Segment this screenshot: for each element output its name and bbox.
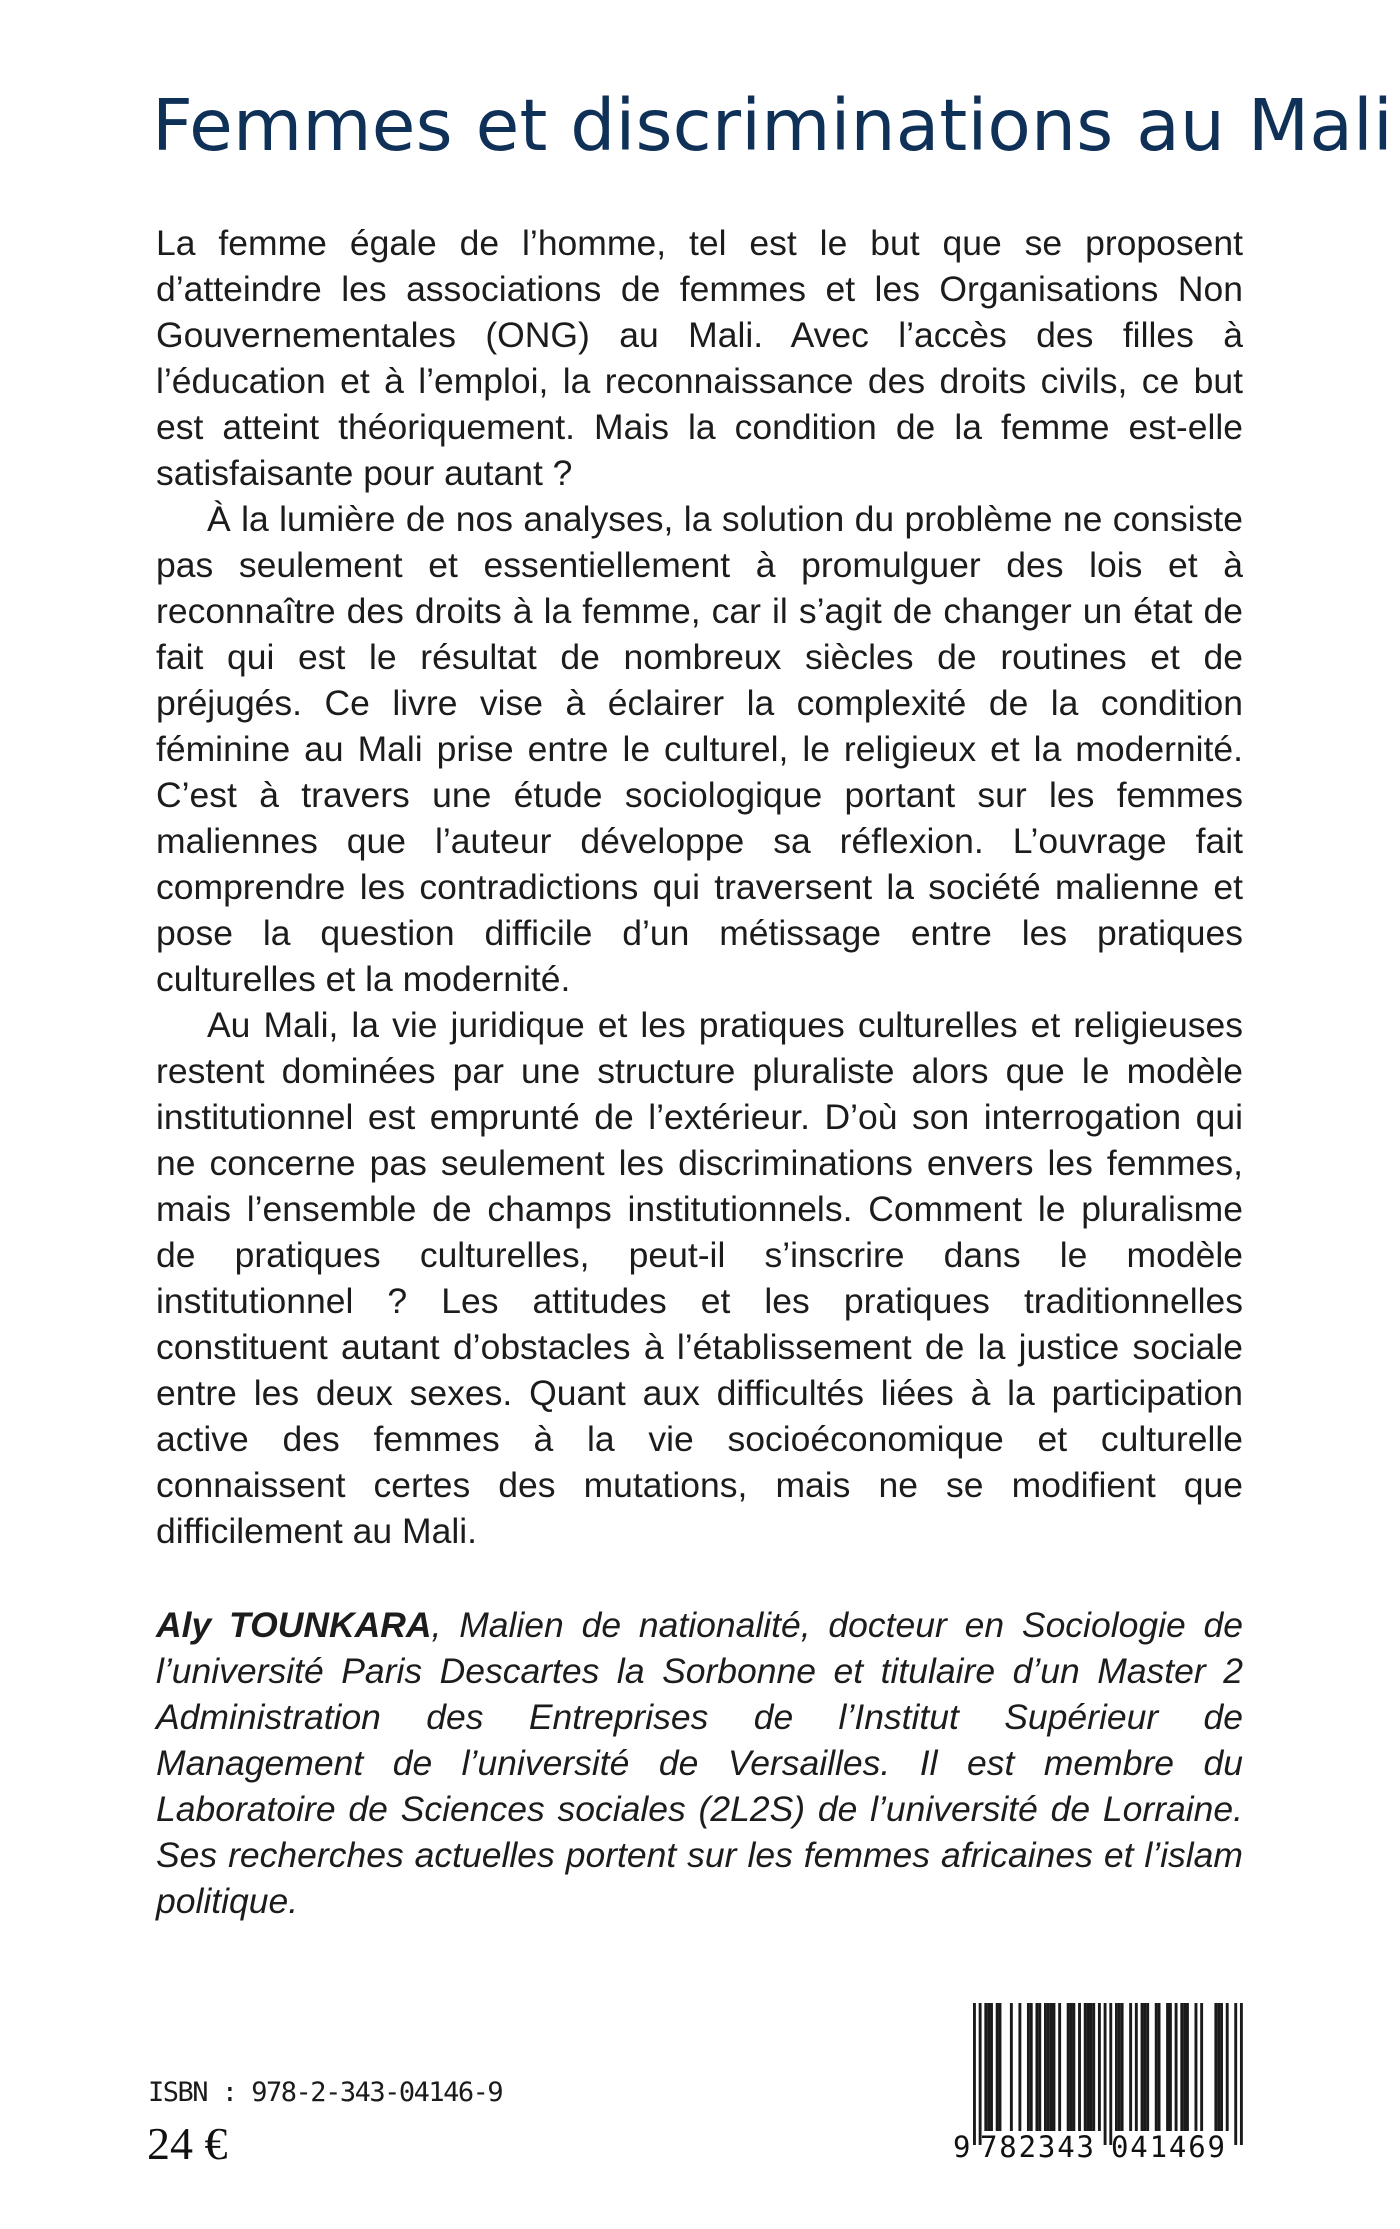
barcode-first-digit: 9: [953, 2130, 971, 2164]
barcode-bar: [979, 2003, 982, 2145]
isbn-label: ISBN : 978-2-343-04146-9: [148, 2077, 503, 2108]
barcode-bar: [1053, 2003, 1056, 2131]
barcode-bar: [1217, 2003, 1220, 2131]
barcode-left-digits: 782343: [980, 2130, 1094, 2164]
barcode-bar: [1078, 2003, 1081, 2131]
barcode-bar: [1180, 2003, 1183, 2131]
barcode-bar: [1058, 2003, 1061, 2131]
barcode-bar: [1109, 2003, 1112, 2145]
barcode-bar: [1146, 2003, 1149, 2131]
barcode-bar: [1195, 2003, 1198, 2131]
barcode-bar: [1010, 2003, 1013, 2131]
barcode-bar: [1047, 2003, 1050, 2131]
barcode-bar: [1050, 2003, 1053, 2131]
barcode-bar: [984, 2003, 987, 2131]
barcode-right-digits: 041469: [1111, 2130, 1225, 2164]
barcode-bar: [1098, 2003, 1101, 2131]
barcode-bar: [1169, 2003, 1172, 2131]
barcode-bar: [1200, 2003, 1203, 2131]
summary-paragraph-3: Au Mali, la vie juridique et les pratiques culturelles et religieuses restent dominées par une structure pluraliste alors que le modèle institutionnel est emprunté de l’extérieur. D’où son interrogation qui ne concerne pas seulement les discriminations envers les femmes, mais l’ensemble de champs institutionnels. Comment le pluralisme de pratiques culturelles, peut-il s’inscrire dans le modèle institutionnel ? Les attitudes et les pratiques traditionnelles constituent autant d’obstacles à l’établissement de la justice sociale entre les deux sexes. Quant aux difficultés liées à la participation active des femmes à la vie socioéconomique et culturelle connaissent certes des mutations, mais ne se modifient que difficilement au Mali.: [156, 1005, 1243, 1551]
barcode-bar: [1226, 2003, 1229, 2131]
barcode-bar: [1035, 2003, 1038, 2131]
barcode-bar: [1067, 2003, 1070, 2131]
summary-paragraph-2: À la lumière de nos analyses, la solution du problème ne consiste pas seulement et essentiellement à promulguer des lois et à reconnaître des droits à la femme, car il s’agit de changer un état de fait qui est le résultat de nombreux siècles de routines et de préjugés. Ce livre vise à éclairer la complexité de la condition féminine au Mali prise entre le culturel, le religieux et la modernité. C’est à travers une étude sociologique portant sur les femmes maliennes que l’auteur développe sa réflexion. L’ouvrage fait comprendre les contradictions qui traversent la société malienne et pose la question difficile d’un métissage entre les pratiques culturelles et la modernité.: [156, 499, 1243, 999]
barcode-bar: [1018, 2003, 1021, 2131]
isbn-barcode: [950, 2000, 1250, 2170]
barcode-bar: [1214, 2003, 1217, 2131]
barcode-bar: [1070, 2003, 1073, 2131]
barcode-bar: [1121, 2003, 1124, 2131]
barcode-bar: [996, 2003, 999, 2131]
barcode-bar: [1084, 2003, 1087, 2131]
barcode-bar: [1183, 2003, 1186, 2131]
barcode-bar: [1234, 2003, 1237, 2145]
barcode-bar: [1030, 2003, 1033, 2131]
barcode-bar: [999, 2003, 1002, 2131]
author-bio: [156, 1602, 1243, 1924]
barcode-bar: [973, 2003, 976, 2145]
barcode-bar: [1143, 2003, 1146, 2131]
barcode-bar: [1166, 2003, 1169, 2131]
barcode-bar: [1240, 2003, 1243, 2145]
barcode-bar: [1175, 2003, 1178, 2131]
price-label: 24 €: [147, 2118, 228, 2169]
book-title: Femmes et discriminations au Mali: [152, 84, 1393, 167]
barcode-bar: [1038, 2003, 1041, 2131]
barcode-bar: [1155, 2003, 1158, 2131]
barcode-bar: [990, 2003, 993, 2131]
barcode-bar: [1220, 2003, 1223, 2131]
barcode-bar: [1135, 2003, 1138, 2131]
barcode-bar: [1158, 2003, 1161, 2131]
barcode-bar: [1092, 2003, 1095, 2131]
barcode-bar: [987, 2003, 990, 2131]
author-name: Aly TOUNKARA: [156, 1605, 432, 1645]
barcode-bar: [1027, 2003, 1030, 2131]
barcode-bar: [1115, 2003, 1118, 2131]
barcode-bar: [1087, 2003, 1090, 2131]
barcode-bar: [1089, 2003, 1092, 2131]
barcode-bar: [1186, 2003, 1189, 2131]
barcode-bar: [1044, 2003, 1047, 2131]
barcode-bar: [1072, 2003, 1075, 2131]
author-bio-text: , Malien de nationalité, docteur en Sociologie de l’université Paris Descartes la Sorbonne et titulaire d’un Master 2 Administration des Entreprises de l’Institut Supérieur de Management de l’université de Versailles. Il est membre du Laboratoire de Sciences sociales (2L2S) de l’université de Lorraine. Ses recherches actuelles portent sur les femmes africaines et l’islam politique.: [156, 1605, 1243, 1921]
barcode-bar: [1141, 2003, 1144, 2131]
barcode-bar: [1118, 2003, 1121, 2131]
barcode-bar: [1129, 2003, 1132, 2131]
barcode-bar: [1104, 2003, 1107, 2145]
summary-paragraph-1: La femme égale de l’homme, tel est le but que se proposent d’atteindre les associations de femmes et les Organisations Non Gouvernementales (ONG) au Mali. Avec l’accès des filles à l’éducation et à l’emploi, la reconnaissance des droits civils, ce but est atteint théoriquement. Mais la condition de la femme est-elle satisfaisante pour autant ?: [156, 223, 1243, 493]
barcode-graphic: [950, 2000, 1250, 2170]
summary-text: [156, 220, 1243, 1554]
